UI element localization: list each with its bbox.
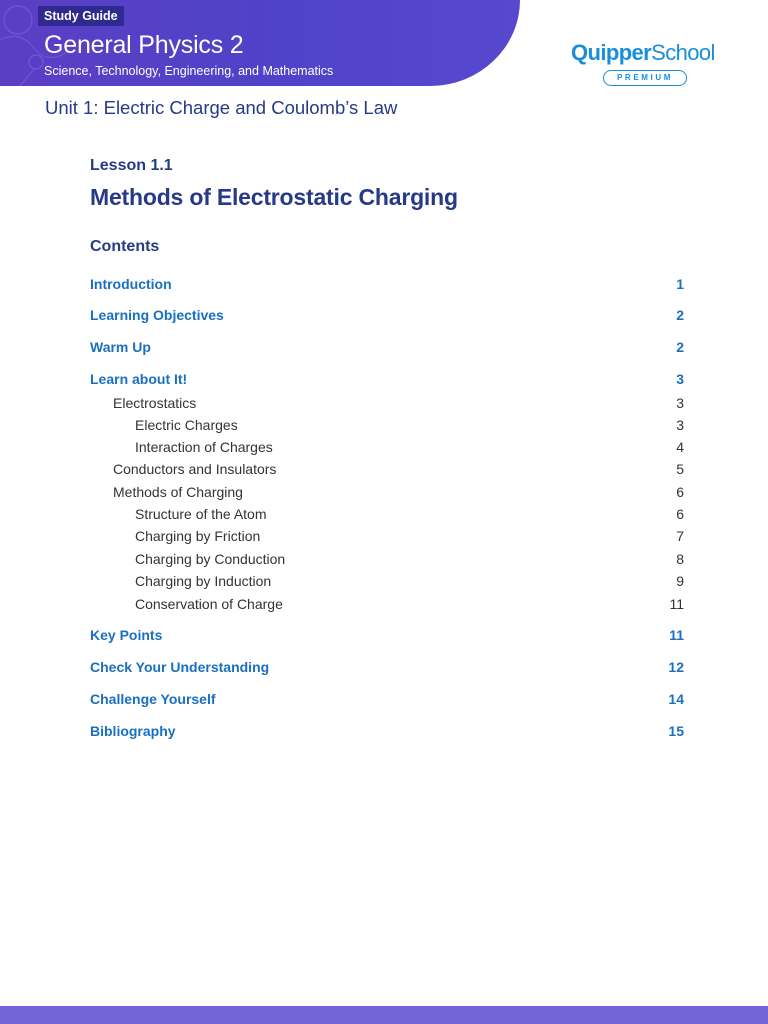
toc-entry[interactable] bbox=[90, 722, 684, 740]
toc-entry-label: Electrostatics bbox=[113, 395, 197, 411]
study-guide-badge: Study Guide bbox=[38, 6, 124, 26]
footer-band bbox=[0, 1006, 768, 1024]
toc-entry-page: 14 bbox=[668, 691, 684, 707]
toc-entry-label: Introduction bbox=[90, 276, 172, 292]
toc-entry[interactable] bbox=[90, 626, 684, 644]
toc-entry[interactable] bbox=[90, 306, 684, 324]
toc-entry-page: 12 bbox=[668, 659, 684, 675]
toc-entry-page: 2 bbox=[676, 307, 684, 323]
toc-entry-label: Challenge Yourself bbox=[90, 691, 216, 707]
course-title: General Physics 2 bbox=[44, 31, 244, 59]
toc-entry bbox=[90, 460, 684, 478]
toc-entry-page: 3 bbox=[676, 395, 684, 411]
toc-entry-label: Conservation of Charge bbox=[135, 596, 283, 612]
toc-entry-page: 6 bbox=[676, 484, 684, 500]
toc-entry bbox=[90, 505, 684, 523]
toc-entry bbox=[90, 416, 684, 434]
toc-entry-label: Charging by Conduction bbox=[135, 551, 286, 567]
toc-entry-label: Conductors and Insulators bbox=[113, 461, 277, 477]
toc-entry-label: Charging by Friction bbox=[135, 528, 261, 544]
contents-heading: Contents bbox=[90, 238, 160, 255]
lesson-title: Methods of Electrostatic Charging bbox=[90, 184, 458, 210]
toc-entry-page: 2 bbox=[676, 339, 684, 355]
toc-entry bbox=[90, 394, 684, 412]
logo-school: School bbox=[651, 40, 715, 65]
toc-entry-page: 6 bbox=[676, 506, 684, 522]
toc-entry-label: Learn about It! bbox=[90, 371, 188, 387]
toc-entry[interactable] bbox=[90, 370, 684, 388]
toc-entry[interactable] bbox=[90, 338, 684, 356]
toc-entry bbox=[90, 527, 684, 545]
toc-entry bbox=[90, 595, 684, 613]
toc-entry-label: Interaction of Charges bbox=[135, 439, 273, 455]
toc-entry bbox=[90, 572, 684, 590]
toc-entry-page: 1 bbox=[676, 276, 684, 292]
toc-entry-label: Learning Objectives bbox=[90, 307, 224, 323]
toc-entry-page: 5 bbox=[676, 461, 684, 477]
toc-entry-label: Bibliography bbox=[90, 723, 176, 739]
toc-entry[interactable] bbox=[90, 690, 684, 708]
toc-entry-label: Key Points bbox=[90, 627, 163, 643]
logo-quipper: Quipper bbox=[571, 40, 652, 65]
unit-title: Unit 1: Electric Charge and Coulomb’s Law bbox=[45, 97, 398, 118]
toc-entry-page: 11 bbox=[669, 627, 684, 643]
toc-entry-label: Methods of Charging bbox=[113, 484, 243, 500]
toc-entry bbox=[90, 438, 684, 456]
toc-entry-label: Electric Charges bbox=[135, 417, 238, 433]
toc-entry-label: Charging by Induction bbox=[135, 573, 272, 589]
lesson-number: Lesson 1.1 bbox=[90, 157, 173, 174]
table-of-contents bbox=[90, 0, 684, 1024]
toc-entry-page: 4 bbox=[676, 439, 684, 455]
toc-entry-label: Warm Up bbox=[90, 339, 151, 355]
toc-entry-label: Check Your Understanding bbox=[90, 659, 270, 675]
toc-entry-page: 15 bbox=[668, 723, 684, 739]
logo-premium-badge: PREMIUM bbox=[603, 70, 687, 86]
toc-entry bbox=[90, 550, 684, 568]
toc-entry bbox=[90, 483, 684, 501]
toc-entry-page: 3 bbox=[676, 417, 684, 433]
toc-entry-page: 9 bbox=[676, 573, 684, 589]
toc-entry[interactable] bbox=[90, 658, 684, 676]
course-subtitle: Science, Technology, Engineering, and Mathematics bbox=[44, 64, 334, 78]
toc-entry-page: 8 bbox=[676, 551, 684, 567]
toc-entry-page: 11 bbox=[669, 596, 684, 612]
toc-entry-page: 7 bbox=[676, 528, 684, 544]
toc-entry-label: Structure of the Atom bbox=[135, 506, 267, 522]
toc-entry[interactable] bbox=[90, 275, 684, 293]
toc-entry-page: 3 bbox=[676, 371, 684, 387]
